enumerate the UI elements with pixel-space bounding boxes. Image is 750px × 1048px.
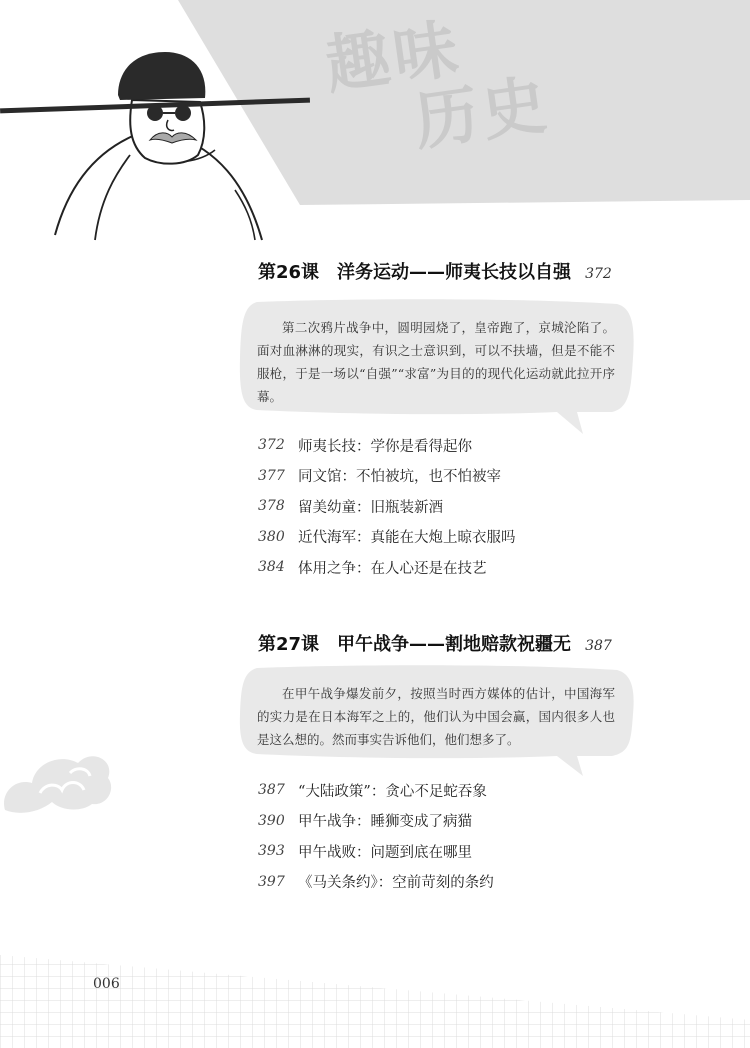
lesson-27-intro-text: 在甲午战争爆发前夕，按照当时西方媒体的估计，中国海军的实力是在日本海军之上的，他们认为中国会赢，国内很多人也是这么想的。然而事实告诉他们，他们想多了。 (257, 686, 615, 747)
toc-page: 377 (258, 467, 285, 484)
toc-title: 师夷长技：学你是看得起你 (298, 438, 472, 455)
toc-page: 380 (258, 528, 285, 545)
toc-page: 393 (258, 843, 285, 860)
lesson-26-intro-text: 第二次鸦片战争中，圆明园烧了，皇帝跑了，京城沦陷了。面对血淋淋的现实，有识之士意识到，可以不扶墙，但是不能不服枪，于是一场以“自强”“求富”为目的的现代化运动就此拉开序幕。 (257, 320, 615, 404)
toc-page: 372 (258, 437, 285, 454)
lesson-26-page: 372 (585, 266, 612, 282)
page-number: 006 (93, 976, 120, 992)
grid-paper-decoration (0, 940, 750, 1048)
toc-item[interactable] (258, 867, 678, 898)
cloud-icon (0, 738, 115, 818)
toc-item[interactable] (258, 461, 678, 492)
toc-item[interactable] (258, 491, 678, 522)
toc-title: 体用之争：在人心还是在技艺 (298, 560, 487, 577)
official-illustration (0, 40, 320, 250)
toc-title: 甲午战争：睡狮变成了病猫 (298, 814, 472, 831)
toc-title: “大陆政策”：贪心不足蛇吞象 (298, 783, 487, 800)
lesson-27-title: 第27课 甲午战争——割地赔款祝疆无 (258, 634, 572, 655)
lesson-26-toc (258, 430, 678, 583)
toc-item[interactable] (258, 806, 678, 837)
banner-title-line1: 趣味 (321, 11, 467, 105)
toc-page: 397 (258, 873, 285, 890)
banner-title-line2: 历史 (409, 67, 555, 161)
lesson-26-intro-bubble (237, 298, 635, 438)
lesson-26-title: 第26课 洋务运动——师夷长技以自强 (258, 262, 572, 283)
lesson-27-toc (258, 775, 678, 897)
toc-page: 384 (258, 559, 285, 576)
toc-item[interactable] (258, 522, 678, 553)
toc-page: 387 (258, 782, 285, 799)
banner-title (322, 4, 555, 169)
toc-item[interactable] (258, 430, 678, 461)
lesson-26-heading[interactable] (258, 258, 612, 284)
toc-title: 《马关条约》：空前苛刻的条约 (298, 875, 494, 892)
lesson-27-heading[interactable] (258, 630, 612, 656)
toc-title: 甲午战败：问题到底在哪里 (298, 844, 472, 861)
toc-page: 390 (258, 812, 285, 829)
toc-item[interactable] (258, 775, 678, 806)
toc-item[interactable] (258, 836, 678, 867)
toc-title: 同文馆：不怕被坑，也不怕被宰 (298, 469, 501, 486)
toc-page: 378 (258, 498, 285, 515)
lesson-27-page: 387 (585, 638, 612, 654)
toc-title: 近代海军：真能在大炮上晾衣服吗 (298, 530, 516, 547)
toc-title: 留美幼童：旧瓶装新酒 (298, 499, 443, 516)
lesson-27-intro-bubble (237, 664, 635, 779)
toc-item[interactable] (258, 552, 678, 583)
